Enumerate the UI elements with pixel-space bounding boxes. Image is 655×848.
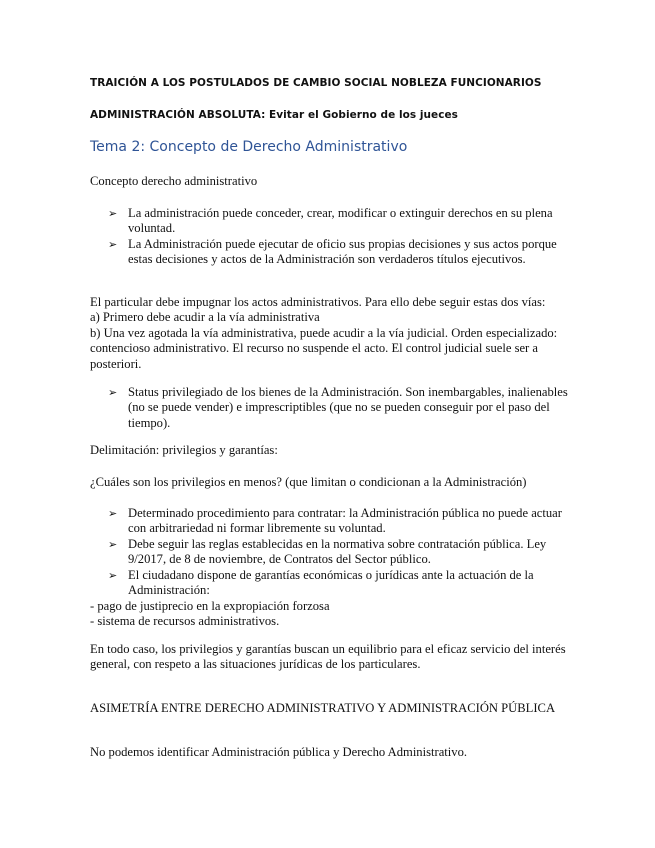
list-item-text: El ciudadano dispone de garantías económicas o jurídicas ante la actuación de la Administración: bbox=[128, 567, 534, 598]
header-line-2: ADMINISTRACIÓN ABSOLUTA: Evitar el Gobierno de los jueces bbox=[90, 109, 458, 121]
list-item-text: Status privilegiado de los bienes de la Administración. Son inembargables, inalienables (no se puede vender) e imprescriptibles (que no se pueden conseguir por el paso del tiempo). bbox=[128, 385, 568, 430]
particular-paragraph bbox=[90, 295, 590, 372]
list-item bbox=[108, 537, 578, 568]
arrow-bullet-icon: ➢ bbox=[108, 207, 118, 220]
list-item-text: La administración puede conceder, crear, modificar o extinguir derechos en su plena voluntad. bbox=[128, 206, 553, 236]
particular-intro: El particular debe impugnar los actos administrativos. Para ello debe seguir estas dos vías: bbox=[90, 295, 546, 309]
dash-item: - pago de justiprecio en la expropiación forzosa bbox=[90, 599, 330, 613]
equilibrio-paragraph: En todo caso, los privilegios y garantías buscan un equilibrio para el eficaz servicio del interés general, con respeto a las situaciones jurídicas de los particulares. bbox=[90, 642, 566, 672]
privilegios-question: ¿Cuáles son los privilegios en menos? (que limitan o condicionan a la Administración) bbox=[90, 475, 527, 489]
arrow-bullet-icon: ➢ bbox=[108, 386, 118, 399]
arrow-bullet-icon: ➢ bbox=[108, 537, 118, 551]
closing-sentence: No podemos identificar Administración pública y Derecho Administrativo. bbox=[90, 745, 468, 759]
bullet-list-3 bbox=[108, 506, 578, 598]
list-item bbox=[108, 206, 578, 237]
list-item bbox=[108, 385, 578, 431]
list-item bbox=[108, 568, 578, 599]
concepto-label: Concepto derecho administrativo bbox=[90, 174, 258, 188]
particular-item-a: a) Primero debe acudir a la vía administrativa bbox=[90, 310, 320, 325]
delimitacion-label: Delimitación: privilegios y garantías: bbox=[90, 443, 278, 457]
dash-item: - sistema de recursos administrativos. bbox=[90, 614, 280, 629]
arrow-bullet-icon: ➢ bbox=[108, 507, 118, 520]
arrow-bullet-icon: ➢ bbox=[108, 568, 118, 582]
list-item-text: Determinado procedimiento para contratar: la Administración pública no puede actuar con arbitrariedad ni formar libremente su voluntad. bbox=[128, 506, 562, 536]
list-item-text: Debe seguir las reglas establecidas en la normativa sobre contratación pública. Ley 9/2017, de 8 de noviembre, de Contratos del Sector público. bbox=[128, 536, 547, 567]
header-line-1: TRAICIÓN A LOS POSTULADOS DE CAMBIO SOCIAL NOBLEZA FUNCIONARIOS bbox=[90, 77, 542, 89]
bullet-list-2 bbox=[108, 385, 578, 431]
section-title: Tema 2: Concepto de Derecho Administrativo bbox=[90, 139, 408, 155]
arrow-bullet-icon: ➢ bbox=[108, 237, 118, 251]
dash-list bbox=[90, 599, 590, 630]
list-item bbox=[108, 237, 578, 268]
bullet-list-1 bbox=[108, 206, 578, 268]
list-item-text: La Administración puede ejecutar de oficio sus propias decisiones y sus actos porque estas decisiones y actos de la Administración son verdaderos títulos ejecutivos. bbox=[128, 236, 557, 267]
list-item bbox=[108, 506, 578, 537]
particular-item-b: b) Una vez agotada la vía administrativa, puede acudir a la vía judicial. Orden especializado: contencioso administrativo. El recurso no suspende el acto. El control judicial suele ser a posteriori. bbox=[90, 325, 558, 371]
asimetria-heading: ASIMETRÍA ENTRE DERECHO ADMINISTRATIVO Y ADMINISTRACIÓN PÚBLICA bbox=[90, 701, 556, 715]
